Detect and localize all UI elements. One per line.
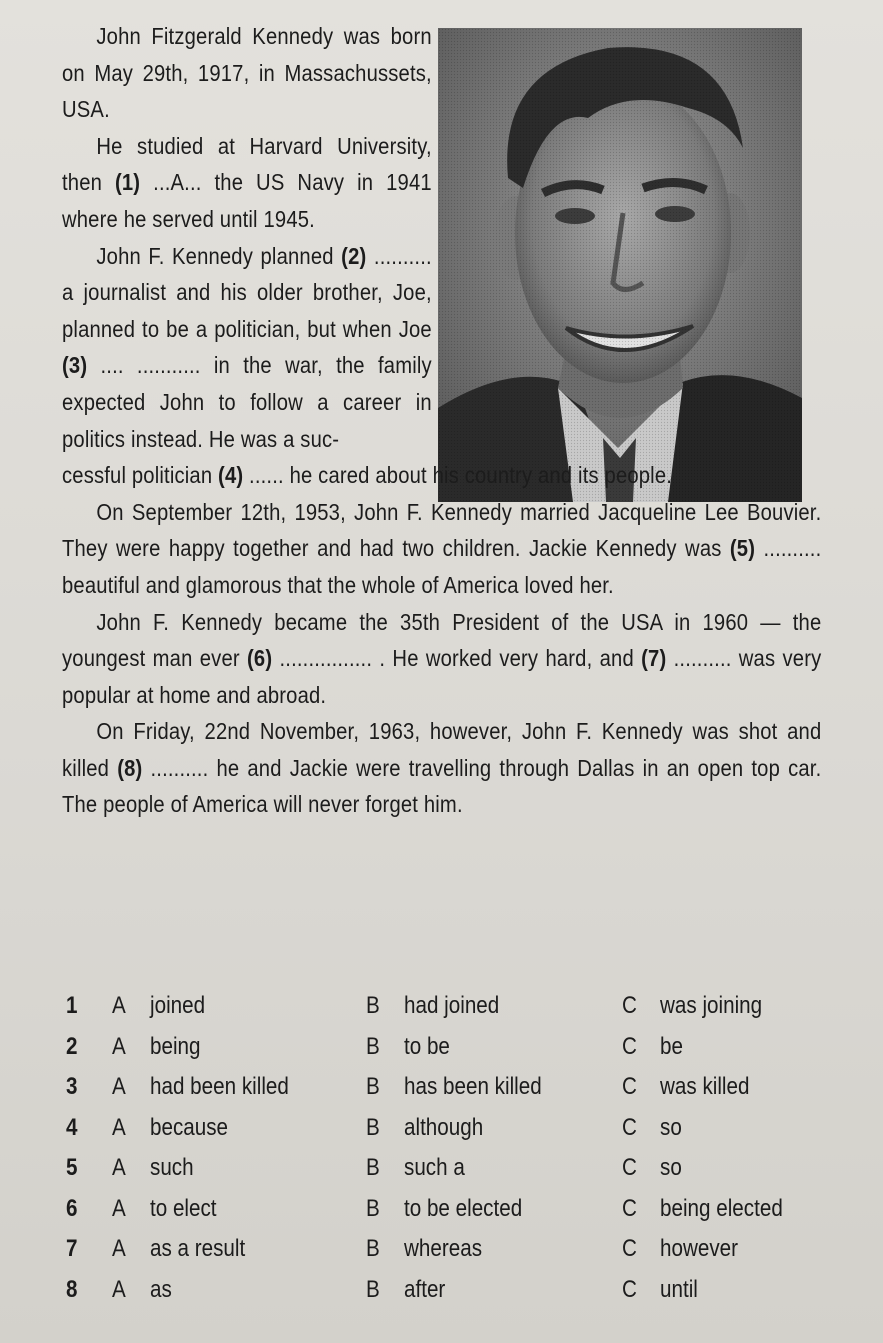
option-letter-a: A xyxy=(112,1113,126,1141)
option-letter-a: A xyxy=(112,1154,126,1181)
option-letter-b: B xyxy=(366,992,380,1019)
option-b: had joined xyxy=(404,992,500,1019)
option-b: whereas xyxy=(404,1235,483,1262)
paragraph-text: .... ........... in the war, the family expected John to follow a career in politics instead. He was a suc- xyxy=(62,352,432,452)
option-b: has been killed xyxy=(404,1073,542,1100)
paragraph-text: .......... he and Jackie were travelling through Dallas in an open top car. The people of America will never forget him. xyxy=(62,754,822,818)
gap-number-2: (2) xyxy=(341,242,367,269)
paragraph-text: ................ . He worked very hard, and xyxy=(272,645,642,672)
option-letter-c: C xyxy=(622,1113,637,1141)
paragraph-text: cessful politician xyxy=(62,462,219,489)
option-a: as a result xyxy=(150,1235,246,1262)
question-number: 6 xyxy=(66,1194,78,1222)
option-letter-c: C xyxy=(622,1275,637,1303)
option-b: although xyxy=(404,1113,484,1141)
option-b: such a xyxy=(404,1154,465,1181)
option-letter-b: B xyxy=(366,1073,380,1100)
option-a: joined xyxy=(150,992,206,1019)
gap-number-5: (5) xyxy=(729,535,756,562)
paragraph-text: John F. Kennedy planned xyxy=(96,242,342,269)
gap-number-3: (3) xyxy=(62,352,88,379)
option-c: so xyxy=(660,1113,682,1141)
option-a: such xyxy=(150,1154,194,1181)
option-c: so xyxy=(660,1154,682,1181)
option-b: to be xyxy=(404,1032,450,1060)
option-c: however xyxy=(660,1235,739,1262)
gap-number-4: (4) xyxy=(218,462,244,489)
gap-number-6: (6) xyxy=(247,645,273,672)
option-letter-a: A xyxy=(112,1073,126,1100)
paragraph-text: .......... was very popular at home and abroad. xyxy=(62,645,822,708)
option-c: was joining xyxy=(660,992,763,1019)
option-a: as xyxy=(150,1275,172,1303)
gap-number-7: (7) xyxy=(641,645,667,672)
option-letter-b: B xyxy=(366,1194,380,1222)
option-letter-a: A xyxy=(112,1235,126,1262)
gap-number-8: (8) xyxy=(117,754,143,781)
question-number: 7 xyxy=(66,1235,78,1262)
option-c: being elected xyxy=(660,1194,783,1222)
paragraph-death xyxy=(62,713,821,823)
option-letter-c: C xyxy=(622,1154,637,1181)
question-number: 3 xyxy=(66,1073,78,1100)
paragraph-text: On Friday, 22nd November, 1963, however, John F. Kennedy was shot and killed xyxy=(62,718,822,781)
option-letter-b: B xyxy=(366,1113,380,1141)
option-a: to elect xyxy=(150,1194,217,1222)
gap-number-1: (1) xyxy=(114,169,141,196)
paragraph-career xyxy=(62,238,432,458)
option-letter-c: C xyxy=(622,1235,637,1262)
option-letter-b: B xyxy=(366,1032,380,1060)
option-letter-a: A xyxy=(112,1194,126,1222)
option-letter-c: C xyxy=(622,1073,637,1100)
option-letter-b: B xyxy=(366,1235,380,1262)
question-number: 1 xyxy=(66,992,78,1019)
paragraph-text: John Fitzgerald Kennedy was born on May 29th, 1917, in Massachussets, USA. xyxy=(62,23,432,123)
question-number: 4 xyxy=(66,1113,78,1141)
paragraph-text: On September 12th, 1953, John F. Kennedy married Jacqueline Lee Bouvier. They were happy together and had two children. Jackie Kennedy was xyxy=(62,498,822,562)
paragraph-text: John F. Kennedy became the 35th President of the USA in 1960 — the youngest man ever xyxy=(62,608,822,672)
option-a: being xyxy=(150,1032,201,1060)
option-letter-b: B xyxy=(366,1275,380,1303)
article-text xyxy=(62,18,822,823)
option-letter-a: A xyxy=(112,992,126,1019)
paragraph-text: .......... beautiful and glamorous that the whole of America loved her. xyxy=(62,535,822,598)
option-b: to be elected xyxy=(404,1194,523,1222)
option-a: had been killed xyxy=(150,1073,289,1100)
option-letter-c: C xyxy=(622,1194,637,1222)
option-c: until xyxy=(660,1275,698,1303)
paragraph-politician xyxy=(62,457,821,494)
question-number: 2 xyxy=(66,1032,78,1060)
paragraph-education xyxy=(62,128,432,238)
paragraph-text: He studied at Harvard University, then xyxy=(62,132,432,196)
paragraph-birth xyxy=(62,18,432,128)
question-number: 8 xyxy=(66,1275,78,1303)
option-letter-c: C xyxy=(622,1032,637,1060)
paragraph-text: ...... he cared about his country and its people. xyxy=(243,462,673,489)
question-number: 5 xyxy=(66,1154,78,1181)
paragraph-text: ...A... the US Navy in 1941 where he served until 1945. xyxy=(62,169,432,232)
option-letter-a: A xyxy=(112,1275,126,1303)
option-c: was killed xyxy=(660,1073,750,1100)
option-letter-c: C xyxy=(622,992,637,1019)
option-a: because xyxy=(150,1113,229,1141)
option-b: after xyxy=(404,1275,446,1303)
option-c: be xyxy=(660,1032,683,1060)
paragraph-marriage xyxy=(62,494,821,604)
option-letter-a: A xyxy=(112,1032,126,1060)
paragraph-presidency xyxy=(62,604,821,714)
option-letter-b: B xyxy=(366,1154,380,1181)
paragraph-text: .......... a journalist and his older brother, Joe, planned to be a politician, but when Joe xyxy=(62,242,432,342)
